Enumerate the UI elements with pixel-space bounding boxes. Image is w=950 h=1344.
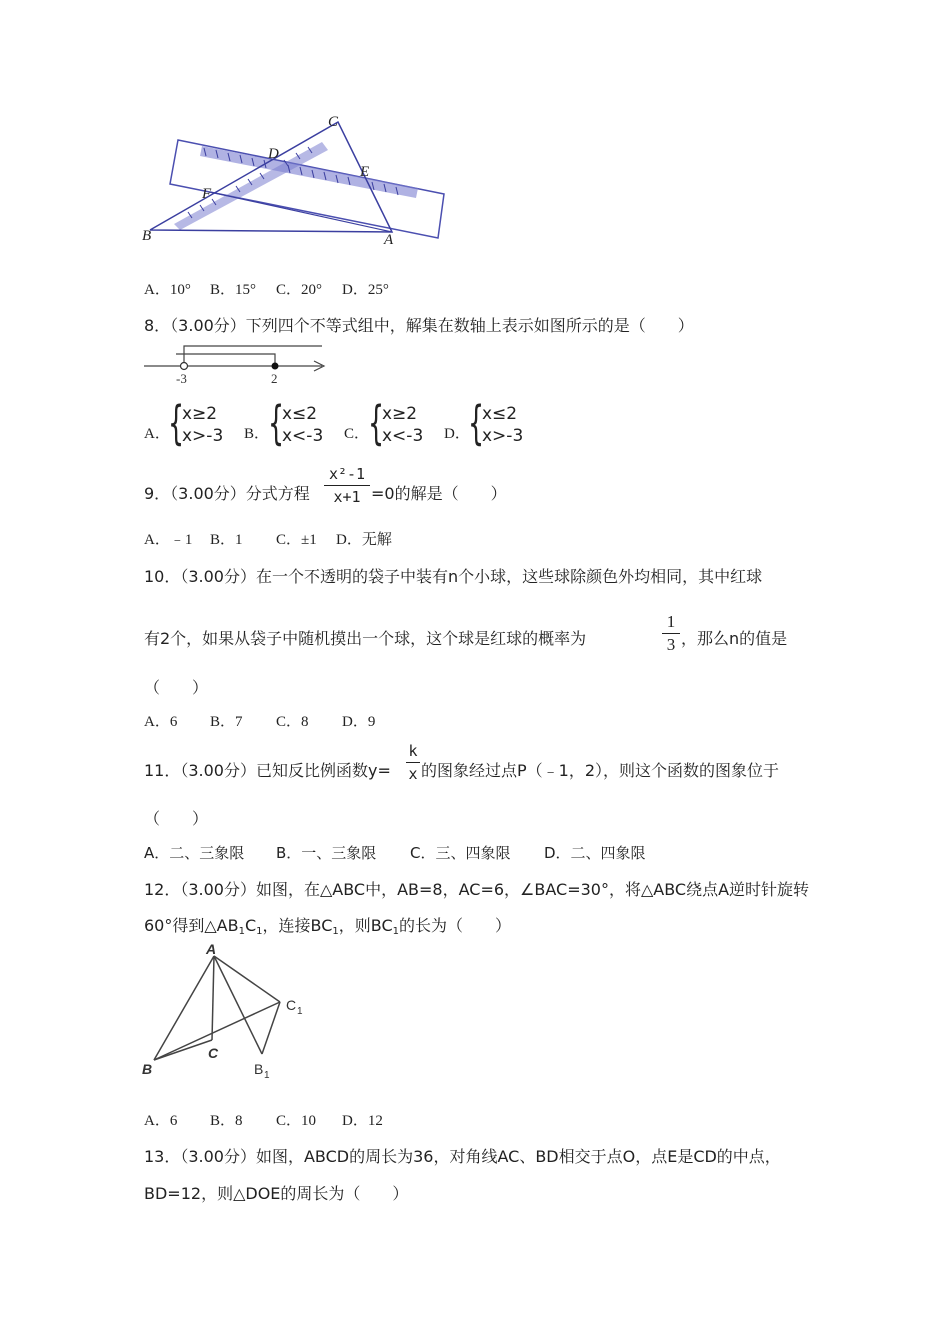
label-D: D [268, 146, 279, 162]
q10-frac-denominator: 3 [666, 635, 676, 654]
label-C: C [328, 114, 339, 130]
q11-option-c: C．三、四象限 [410, 844, 511, 862]
q10-line2-b: ，那么n的值是 [681, 629, 788, 648]
open-point-minus3 [181, 363, 188, 370]
q12-line2-suffix: ，则BC [338, 916, 393, 935]
q7-option-d: D．25° [342, 282, 389, 298]
q8-option-d-line2: x>-3 [482, 426, 524, 446]
q11-frac-numerator: k [408, 742, 418, 760]
numberline-label-2: 2 [271, 371, 278, 386]
q8-option-a-letter: A． [144, 426, 170, 442]
q12-line2-mid1: C [244, 916, 257, 935]
q12-sub-c1c: 1 [392, 926, 400, 937]
q12-option-a: A．6 [144, 1113, 178, 1129]
q9-fraction [324, 464, 370, 507]
q11-fraction [406, 741, 420, 784]
q10-line2-a: 有2个，如果从袋子中随机摸出一个球，这个球是红球的概率为 [144, 629, 587, 648]
q13-line2: BD=12，则△DOE的周长为（ ） [144, 1184, 409, 1203]
q11-line2: （ ） [144, 809, 209, 828]
q10-option-c: C．8 [276, 714, 309, 730]
q10-option-a: A．6 [144, 714, 178, 730]
q10-line1: 10．（3.00分）在一个不透明的袋子中装有n个小球，这些球除颜色外均相同，其中红球 [144, 567, 763, 586]
q7-option-b: B．15° [210, 282, 257, 298]
q11-option-a: A．二、三象限 [144, 844, 245, 862]
q9-frac-numerator: x²-1 [328, 465, 366, 483]
fig12-label-B1-sub: 1 [264, 1070, 270, 1081]
q9-frac-denominator: x+1 [333, 488, 361, 506]
fig12-label-B: B [142, 1061, 153, 1077]
q7-option-c: C．20° [276, 282, 323, 298]
q13-line1: 13．（3.00分）如图，ABCD的周长为36，对角线AC、BD相交于点O，点E是CD的中点， [144, 1147, 781, 1166]
q8-option-c-line2: x<-3 [382, 426, 424, 446]
fig12-label-C1-sub: 1 [297, 1006, 303, 1017]
q12-option-d: D．12 [342, 1113, 383, 1129]
q12-sub-b1: 1 [238, 926, 245, 937]
q9-option-d: D．无解 [336, 532, 392, 548]
brace-icon: { [268, 396, 285, 450]
q12-sub-c1a: 1 [256, 926, 263, 937]
q9-stem-prefix: 9．（3.00分）分式方程 [144, 484, 310, 503]
q9-option-a: A．﹣1 [144, 532, 193, 548]
q12-line2-prefix: 60°得到△AB [144, 916, 239, 935]
q8-option-d-letter: D． [444, 426, 470, 442]
q10-fraction [662, 612, 680, 655]
q9-option-c: C．±1 [276, 532, 317, 548]
q11-frac-denominator: x [408, 765, 418, 783]
fig12-label-B1: B [254, 1061, 264, 1077]
label-E: E [360, 164, 370, 180]
q8-option-c-line1: x≥2 [382, 404, 418, 424]
closed-point-2 [272, 363, 279, 370]
q12-sub-c1b: 1 [332, 926, 339, 937]
q11-option-b: B．一、三象限 [276, 844, 377, 862]
q10-options [144, 710, 375, 731]
q8-option-c-letter: C． [344, 426, 370, 442]
q9-stem-suffix: =0的解是（ ） [371, 484, 507, 503]
brace-icon: { [468, 396, 485, 450]
q12-line2 [144, 913, 511, 937]
q8-number-line [140, 340, 330, 386]
q12-line2-end: 的长为（ ） [399, 916, 512, 935]
q10-frac-numerator: 1 [666, 612, 676, 631]
brace-icon: { [168, 396, 185, 450]
q12-option-c: C．10 [276, 1113, 317, 1129]
q8-stem: 8．（3.00分）下列四个不等式组中，解集在数轴上表示如图所示的是（ ） [144, 316, 694, 335]
q10-option-d: D．9 [342, 714, 376, 730]
q12-line1: 12．（3.00分）如图，在△ABC中，AB=8，AC=6，∠BAC=30°，将△ABC绕点A逆时针旋转 [144, 880, 810, 899]
q8-option-b-line1: x≤2 [282, 404, 318, 424]
fig12-label-C: C [208, 1045, 219, 1061]
q9-options [144, 528, 392, 549]
label-F: F [202, 186, 212, 202]
q8-option-d-line1: x≤2 [482, 404, 518, 424]
q12-option-b: B．8 [210, 1113, 243, 1129]
q10-line3: （ ） [144, 678, 209, 697]
q9-option-b: B．1 [210, 532, 243, 548]
q8-option-b-line2: x<-3 [282, 426, 324, 446]
label-B: B [142, 228, 152, 244]
q8-option-b-letter: B． [244, 426, 270, 442]
q11-stem-suffix: 的图象经过点P（﹣1，2），则这个函数的图象位于 [421, 761, 780, 780]
q11-stem-prefix: 11．（3.00分）已知反比例函数y= [144, 761, 391, 780]
q12-line2-mid2: ，连接BC [262, 916, 333, 935]
q7-option-a: A．10° [144, 282, 191, 298]
ruler-triangle-figure [140, 108, 460, 248]
label-A: A [384, 232, 394, 248]
brace-icon: { [368, 396, 385, 450]
q12-rotation-figure [140, 942, 320, 1082]
q8-option-a-line1: x≥2 [182, 404, 218, 424]
q11-option-d: D．二、四象限 [544, 844, 646, 862]
fig12-label-C1: C [286, 997, 297, 1013]
q7-options [144, 278, 389, 299]
q12-options [144, 1109, 383, 1130]
numberline-label-minus3: -3 [176, 371, 187, 386]
q8-option-a-line2: x>-3 [182, 426, 224, 446]
fig12-label-A: A [206, 942, 217, 957]
q11-options [144, 842, 646, 863]
q10-option-b: B．7 [210, 714, 243, 730]
